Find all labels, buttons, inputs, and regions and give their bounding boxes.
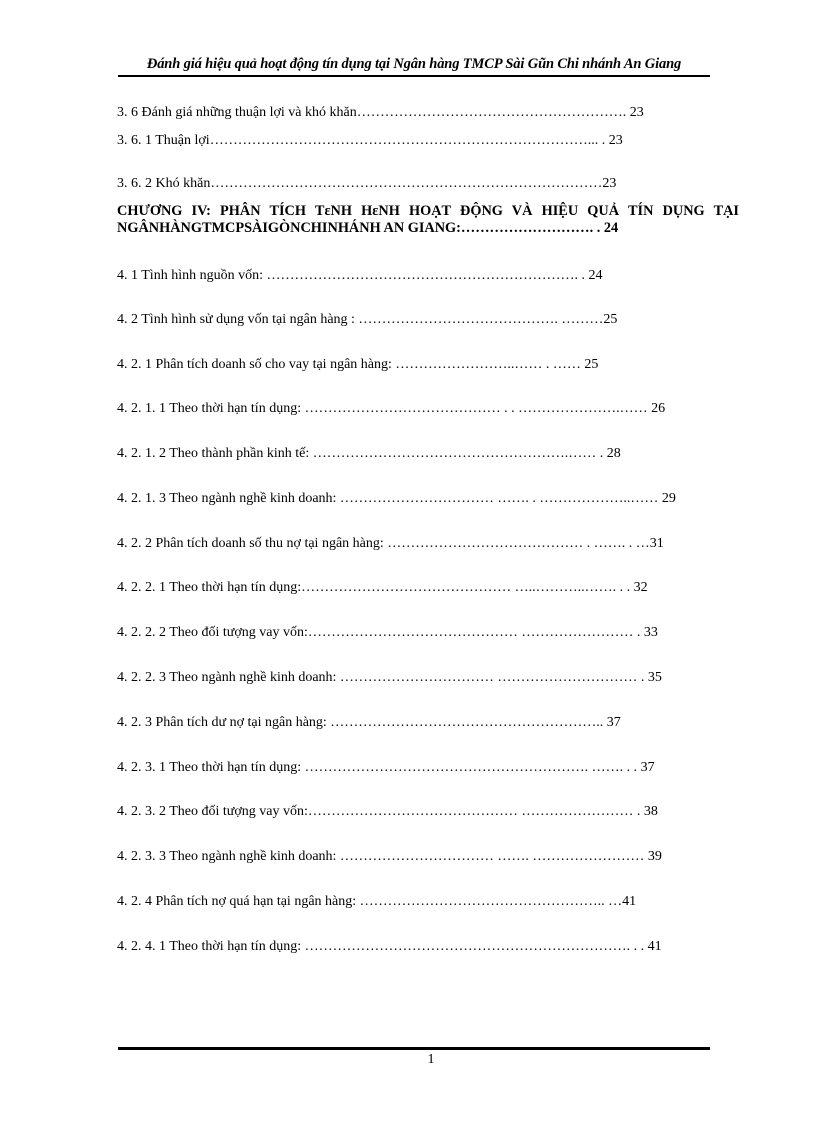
toc-entry-3-6-2: 3. 6. 2 Khó khăn…………………………………………………………………………23: [117, 176, 617, 191]
toc-entry-4-2-3-3: 4. 2. 3. 3 Theo ngành nghề kinh doanh: …………………………… ……. …………………… 39: [117, 849, 662, 864]
header-rule: [118, 75, 710, 77]
toc-entry-4-2-2-3: 4. 2. 2. 3 Theo ngành nghề kinh doanh: …………………………… ………………………… . 35: [117, 670, 662, 685]
toc-entry-4-2-1: 4. 2. 1 Phân tích doanh số cho vay tại ngân hàng: ……………………..…… . …… 25: [117, 357, 599, 372]
toc-entry-4-2-1-2: 4. 2. 1. 2 Theo thành phần kinh tế: ……………………………………………….…… . 28: [117, 446, 621, 461]
toc-entry-chapter-4: CHƯƠNG IV: PHÂN TÍCH TεNH HεNH HOẠT ĐỘNG VÀ HIỆU QUẢ TÍN DỤNG TẠI NGÂNHÀNGTMCPSÀIGÒNCHINHÁNH AN GIANG:………………………. . 24: [117, 203, 739, 236]
toc-entry-4-2-2-2: 4. 2. 2. 2 Theo đối tượng vay vốn:……………………………………… …………………… . 33: [117, 625, 658, 640]
toc-entry-4-2-3: 4. 2. 3 Phân tích dư nợ tại ngân hàng: ………………………………………………….. 37: [117, 715, 621, 730]
toc-entry-4-2-1-1: 4. 2. 1. 1 Theo thời hạn tín dụng: …………………………………… . . ………………….…… 26: [117, 401, 666, 416]
footer-rule: [118, 1047, 710, 1050]
page-number: 1: [427, 1052, 435, 1067]
running-header-title: Đánh giá hiệu quả hoạt động tín dụng tại Ngân hàng TMCP Sài Gũn Chi nhánh An Giang: [146, 56, 682, 72]
toc-entry-4-2-1-3: 4. 2. 1. 3 Theo ngành nghề kinh doanh: …………………………… ……. . ………………..…… 29: [117, 491, 676, 506]
toc-entry-4-2-4-1: 4. 2. 4. 1 Theo thời hạn tín dụng: ……………………………………………………………. . . 41: [117, 939, 662, 954]
toc-entry-4-2-3-1: 4. 2. 3. 1 Theo thời hạn tín dụng: ……………………………………………………. ……. . . 37: [117, 760, 655, 775]
toc-entry-4-2-3-2: 4. 2. 3. 2 Theo đối tượng vay vốn:……………………………………… …………………… . 38: [117, 804, 658, 819]
toc-entry-4-1: 4. 1 Tình hình nguồn vốn: …………………………………………………………. . 24: [117, 268, 603, 283]
toc-entry-4-2-2-1: 4. 2. 2. 1 Theo thời hạn tín dụng:……………………………………… …..………..……. . . 32: [117, 580, 648, 595]
toc-entry-3-6-1: 3. 6. 1 Thuận lợi………………………………………………………………………... . 23: [117, 133, 623, 148]
toc-entry-4-2-2: 4. 2. 2 Phân tích doanh số thu nợ tại ngân hàng: …………………………………… . ……. . …31: [117, 536, 664, 551]
toc-entry-4-2: 4. 2 Tình hình sử dụng vốn tại ngân hàng : ……………………………………. ………25: [117, 312, 618, 327]
toc-entry-4-2-4: 4. 2. 4 Phân tích nợ quá hạn tại ngân hàng: …………………………………………….. …41: [117, 894, 637, 909]
toc-entry-3-6: 3. 6 Đánh giá những thuận lợi và khó khăn…………………………………………………. 23: [117, 105, 644, 120]
